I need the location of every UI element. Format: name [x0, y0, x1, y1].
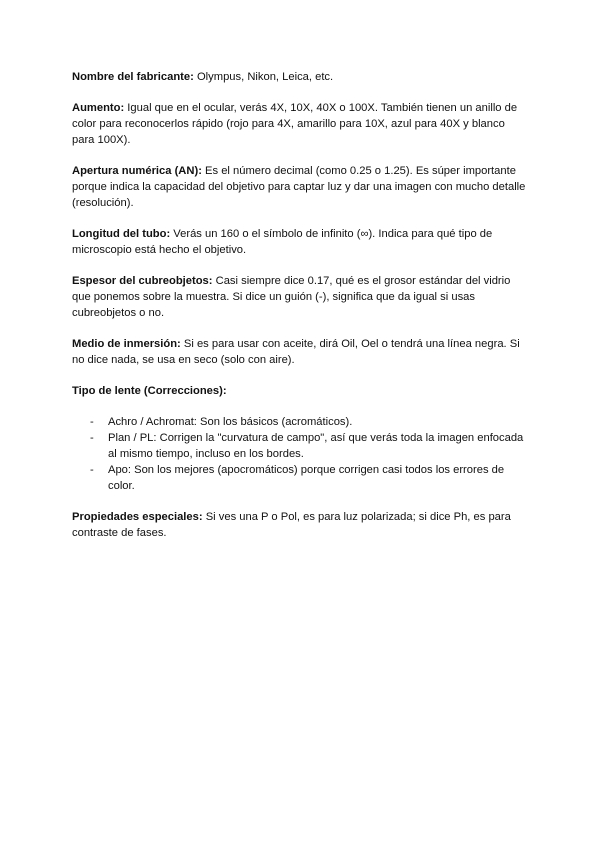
magnification-label: Aumento:: [72, 102, 125, 114]
document-body: [72, 69, 528, 556]
list-item-text: Apo: Son los mejores (apocromáticos) porque corrigen casi todos los errores de color.: [108, 464, 505, 492]
lens-type-heading: Tipo de lente (Correcciones):: [72, 385, 227, 397]
list-item-text: Plan / PL: Corrigen la "curvatura de campo", así que verás toda la imagen enfocada al mismo tiempo, incluso en los bordes.: [108, 432, 524, 460]
tube-length-label: Longitud del tubo:: [72, 228, 171, 240]
coverslip-thickness-label: Espesor del cubreobjetos:: [72, 275, 213, 287]
magnification-text: Igual que en el ocular, verás 4X, 10X, 40X o 100X. También tienen un anillo de color para reconocerlos rápido (rojo para 4X, amarillo para 10X, azul para 40X y blanco para 100X).: [72, 102, 518, 146]
manufacturer-label: Nombre del fabricante:: [72, 71, 194, 83]
tube-length-paragraph: [72, 226, 528, 258]
tube-length-text: Verás un 160 o el símbolo de infinito (∞). Indica para qué tipo de microscopio está hecho el objetivo.: [72, 228, 493, 256]
immersion-medium-text: Si es para usar con aceite, dirá Oil, Oel o tendrá una línea negra. Si no dice nada, se usa en seco (solo con aire).: [72, 338, 520, 366]
immersion-medium-label: Medio de inmersión:: [72, 338, 181, 350]
list-item: [72, 462, 528, 494]
special-properties-label: Propiedades especiales:: [72, 511, 203, 523]
lens-type-list: [72, 414, 528, 494]
immersion-medium-paragraph: [72, 336, 528, 368]
list-item: [72, 430, 528, 462]
manufacturer-text: Olympus, Nikon, Leica, etc.: [193, 71, 334, 83]
numerical-aperture-text: Es el número decimal (como 0.25 o 1.25). Es súper importante porque indica la capacidad del objetivo para captar luz y dar una imagen con mucho detalle (resolución).: [72, 165, 526, 209]
list-item: [72, 414, 528, 430]
list-dash: -: [90, 464, 94, 476]
list-dash: -: [90, 416, 94, 428]
numerical-aperture-paragraph: [72, 163, 528, 211]
list-dash: -: [90, 432, 94, 444]
manufacturer-paragraph: [72, 69, 528, 85]
list-item-text: Achro / Achromat: Son los básicos (acromáticos).: [108, 416, 353, 428]
coverslip-thickness-paragraph: [72, 273, 528, 321]
special-properties-paragraph: [72, 509, 528, 541]
magnification-paragraph: [72, 100, 528, 148]
special-properties-text: Si ves una P o Pol, es para luz polarizada; si dice Ph, es para contraste de fases.: [72, 511, 511, 539]
coverslip-thickness-text: Casi siempre dice 0.17, qué es el grosor estándar del vidrio que ponemos sobre la muestra. Si dice un guión (-), significa que da igual si usas cubreobjetos o no.: [72, 275, 511, 319]
numerical-aperture-label: Apertura numérica (AN):: [72, 165, 202, 177]
